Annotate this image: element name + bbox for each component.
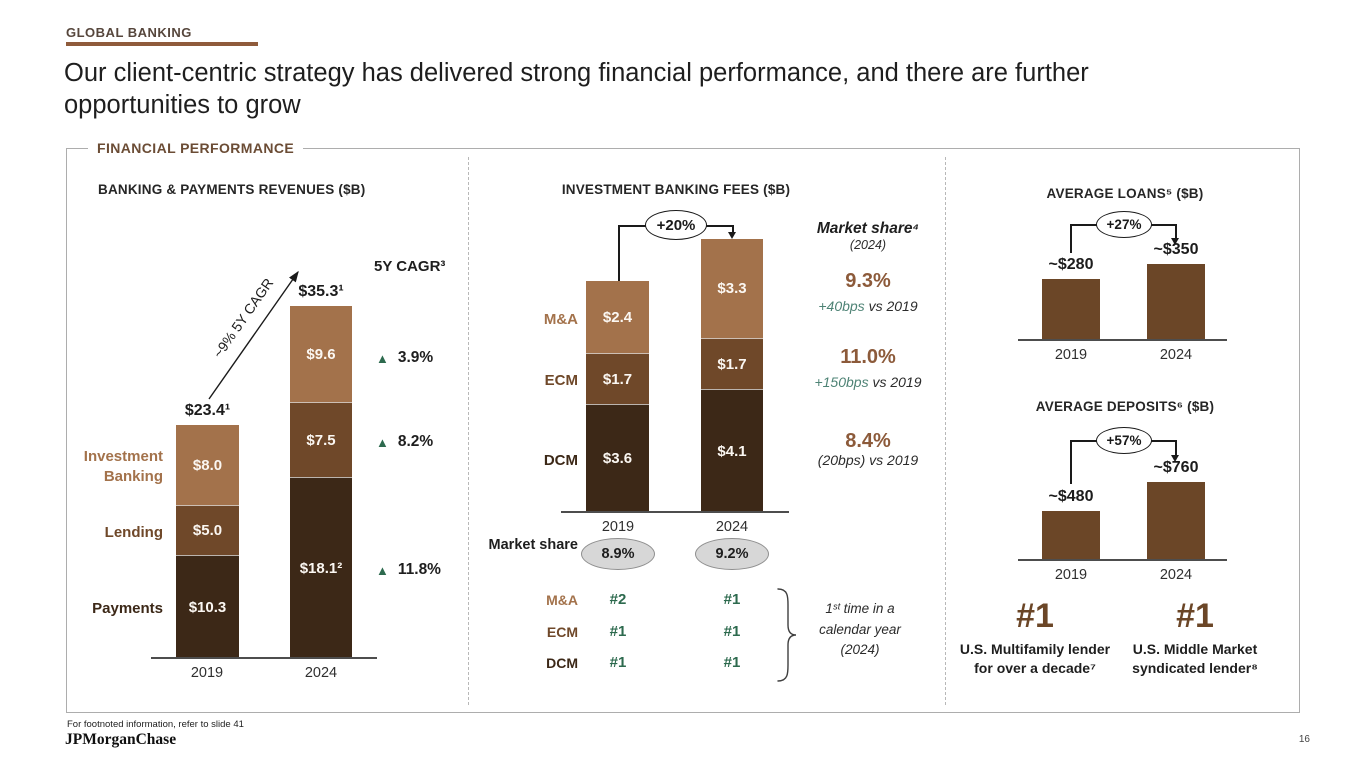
market-share-delta-dcm bbox=[793, 452, 943, 468]
chart-title-average-loans: AVERAGE LOANS⁵ ($B) bbox=[1046, 186, 1204, 201]
series-label-ma: M&A bbox=[543, 311, 578, 328]
segment-value-label: $3.3 bbox=[717, 280, 747, 297]
market-share-header: Market share⁴ bbox=[816, 220, 920, 237]
delta-rest: vs 2019 bbox=[865, 452, 919, 468]
ranking-number: #1 bbox=[1176, 597, 1214, 635]
league-label-ecm: ECM bbox=[546, 624, 578, 640]
bar-value-label: ~$280 bbox=[1048, 256, 1094, 273]
segment-value-label: $7.5 bbox=[306, 431, 336, 449]
growth-badge: +20% bbox=[645, 210, 707, 240]
x-tick-2024: 2024 bbox=[715, 519, 749, 535]
cagr-value: 8.2% bbox=[397, 433, 434, 450]
growth-badge: +57% bbox=[1096, 427, 1152, 454]
up-triangle-icon: ▲ bbox=[376, 562, 389, 578]
brace-note-line: 1ˢᵗ time in a bbox=[825, 601, 895, 616]
chart-title-average-deposits: AVERAGE DEPOSITS⁶ ($B) bbox=[1035, 399, 1215, 414]
ranking-number: #1 bbox=[1016, 597, 1054, 635]
bracket-line bbox=[1175, 224, 1177, 239]
ranking-caption-line: U.S. Multifamily lender bbox=[959, 641, 1111, 657]
curly-brace bbox=[776, 587, 798, 683]
x-axis-line bbox=[561, 511, 789, 513]
series-label-ecm: ECM bbox=[544, 372, 578, 389]
bracket-line bbox=[618, 225, 620, 281]
bar-value-label: ~$480 bbox=[1048, 488, 1094, 505]
delta-rest: vs 2019 bbox=[864, 298, 918, 314]
series-label-payments: Payments bbox=[92, 600, 163, 617]
segment-value-label: $9.6 bbox=[306, 345, 336, 363]
market-share-value-ecm: 11.0% bbox=[840, 346, 896, 368]
bracket-line bbox=[1070, 440, 1072, 484]
market-share-row-label: Market share bbox=[488, 537, 578, 553]
ranking-caption-line: syndicated lender⁸ bbox=[1132, 659, 1258, 676]
market-share-delta-ecm bbox=[793, 374, 943, 390]
up-triangle-icon: ▲ bbox=[376, 350, 389, 366]
delta-rest: vs 2019 bbox=[868, 374, 922, 390]
x-axis-line bbox=[1018, 339, 1227, 341]
x-tick-2019: 2019 bbox=[1054, 567, 1088, 583]
chart-title-investment-banking-fees: INVESTMENT BANKING FEES ($B) bbox=[561, 182, 791, 197]
page-number: 16 bbox=[1298, 734, 1310, 745]
segment-value-label: $10.3 bbox=[188, 598, 227, 616]
page-title: Our client-centric strategy has delivered strong financial performance, and there are further opportunities to grow bbox=[64, 59, 1089, 120]
brace-note-line: calendar year bbox=[819, 621, 901, 637]
ranking-middle-market bbox=[1113, 597, 1277, 677]
delta-value: +40bps bbox=[818, 298, 865, 314]
cagr-value: 3.9% bbox=[397, 349, 434, 366]
market-share-pill-2024: 9.2% bbox=[695, 538, 769, 570]
eyebrow-underline bbox=[66, 42, 258, 46]
bar-value-label: $23.4¹ bbox=[184, 402, 231, 419]
growth-arrow-label: ~9% 5Y CAGR bbox=[209, 275, 277, 361]
segment-value-label: $5.0 bbox=[192, 522, 223, 539]
chart-title-banking-payments-revenues: BANKING & PAYMENTS REVENUES ($B) bbox=[98, 182, 366, 197]
jpmorganchase-logo: JPMorganChase bbox=[65, 731, 177, 748]
segment-value-label: $18.1² bbox=[299, 559, 343, 577]
brace-note bbox=[798, 599, 922, 661]
segment-value-label: $3.6 bbox=[602, 450, 633, 467]
league-label-dcm: DCM bbox=[546, 655, 578, 671]
x-tick-2024: 2024 bbox=[304, 665, 338, 681]
market-share-subheader: (2024) bbox=[849, 238, 887, 252]
segment-value-label: $4.1 bbox=[717, 442, 747, 460]
market-share-panel bbox=[793, 220, 943, 252]
league-rank: #1 bbox=[723, 654, 741, 671]
league-rank: #1 bbox=[609, 654, 627, 671]
delta-value: (20bps) bbox=[817, 452, 866, 468]
bar-value-label: ~$350 bbox=[1153, 241, 1199, 258]
league-rank: #1 bbox=[609, 623, 627, 640]
up-triangle-icon: ▲ bbox=[376, 434, 389, 450]
panel-divider bbox=[468, 157, 469, 705]
market-share-value-ma: 9.3% bbox=[845, 270, 891, 292]
market-share-delta-ma bbox=[793, 298, 943, 314]
arrow-down-icon bbox=[728, 232, 736, 239]
cagr-row-payments bbox=[376, 561, 441, 579]
x-tick-2024: 2024 bbox=[1159, 567, 1193, 583]
x-tick-2019: 2019 bbox=[1054, 347, 1088, 363]
x-tick-2019: 2019 bbox=[601, 519, 635, 535]
x-axis-line bbox=[151, 657, 377, 659]
segment-value-label: $1.7 bbox=[717, 355, 747, 373]
segment-value-label: $1.7 bbox=[602, 370, 633, 388]
panel-divider bbox=[945, 157, 946, 705]
ranking-caption-line: for over a decade⁷ bbox=[974, 659, 1096, 676]
cagr-column-header: 5Y CAGR³ bbox=[374, 258, 446, 275]
market-share-pill-2019: 8.9% bbox=[581, 538, 655, 570]
section-label: FINANCIAL PERFORMANCE bbox=[88, 140, 303, 156]
market-share-value-dcm: 8.4% bbox=[845, 430, 891, 452]
ranking-multifamily bbox=[953, 597, 1117, 677]
growth-arrow bbox=[180, 258, 315, 406]
cagr-value: 11.8% bbox=[397, 561, 441, 578]
bar-value-label: $35.3¹ bbox=[298, 283, 344, 300]
bracket-line bbox=[1070, 224, 1072, 253]
x-tick-2019: 2019 bbox=[190, 665, 224, 681]
league-label-ma: M&A bbox=[546, 592, 578, 608]
league-rank: #2 bbox=[609, 591, 627, 608]
arrow-down-icon bbox=[1171, 238, 1179, 245]
series-label-lending: Lending bbox=[104, 524, 163, 541]
x-tick-2024: 2024 bbox=[1159, 347, 1193, 363]
growth-badge: +27% bbox=[1096, 211, 1152, 238]
cagr-row-lending bbox=[376, 433, 433, 451]
arrow-down-icon bbox=[1171, 455, 1179, 462]
delta-value: +150bps bbox=[814, 374, 869, 390]
cagr-row-investment-banking bbox=[376, 349, 433, 367]
eyebrow-label: GLOBAL BANKING bbox=[66, 25, 192, 40]
x-axis-line bbox=[1018, 559, 1227, 561]
league-rank: #1 bbox=[723, 623, 741, 640]
bar-value-label: ~$760 bbox=[1153, 459, 1199, 476]
footnote: For footnoted information, refer to slide 41 bbox=[67, 719, 244, 730]
ranking-caption-line: U.S. Middle Market bbox=[1132, 641, 1258, 657]
segment-value-label: $2.4 bbox=[602, 308, 633, 326]
series-label-dcm: DCM bbox=[543, 452, 578, 469]
bracket-line bbox=[1175, 440, 1177, 456]
brace-note-line: (2024) bbox=[840, 642, 880, 657]
segment-value-label: $8.0 bbox=[192, 456, 223, 474]
league-rank: #1 bbox=[723, 591, 741, 608]
series-label-investment-banking: Investment Banking bbox=[83, 448, 163, 485]
